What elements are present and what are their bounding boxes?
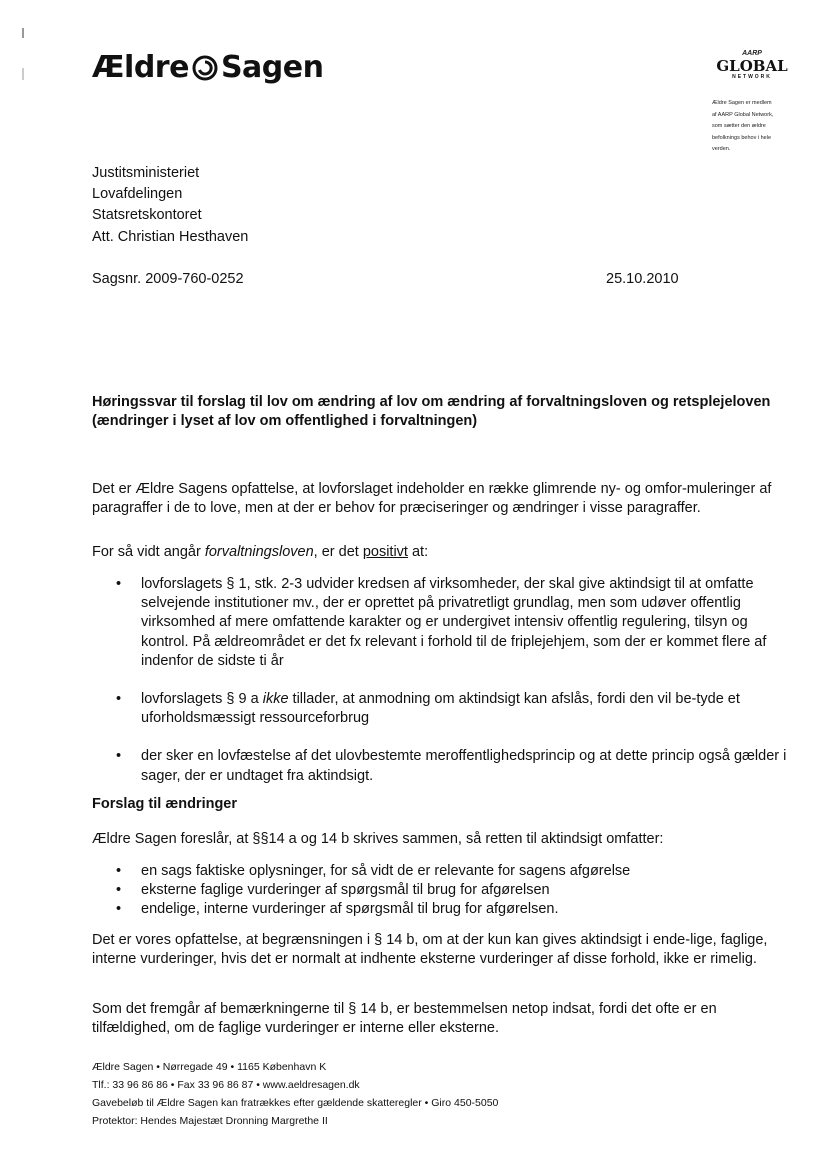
paragraph: Det er vores opfattelse, at begrænsningen i § 14 b, om at der kun kan gives aktindsigt i ende-lige, faglige, interne vurderinger, hvis det er normalt at indhente eksterne vurderinger af disse forhold, ikke er rimelig. xyxy=(92,932,768,968)
recipient-line: Justitsministeriet xyxy=(92,165,200,181)
network-description: Ældre Sagen er medlem af AARP Global Network, som sætter den ældre befolknings behov i hele verden. xyxy=(712,100,774,152)
aarp-label: AARP xyxy=(742,50,762,57)
positive-underlined: positivt xyxy=(362,544,408,560)
list-item: • endelige, interne vurderinger af spørgsmål til brug for afgørelsen. xyxy=(92,900,792,919)
changes-list xyxy=(92,862,792,920)
footer-line: Gavebeløb til Ældre Sagen kan fratrækkes efter gældende skatteregler • Giro 450-5050 xyxy=(92,1097,499,1109)
aarp-global-network-badge xyxy=(712,50,792,80)
paragraph: Som det fremgår af bemærkningerne til § 14 b, er bestemmelsen netop indsat, fordi det ofte er en tilfældighed, om de faglige vurderinger er interne eller eksterne. xyxy=(92,1001,717,1037)
letter-footer xyxy=(92,1058,498,1130)
list-item: • der sker en lovfæstelse af det ulovbestemte meroffentlighedsprincip og at dette princip også gælder i sager, der er undtaget fra aktindsigt. xyxy=(92,747,792,785)
footer-line: Tlf.: 33 96 86 86 • Fax 33 96 86 87 • www.aeldresagen.dk xyxy=(92,1079,360,1091)
positive-list xyxy=(92,575,792,805)
law-name: forvaltningsloven xyxy=(204,544,314,560)
recipient-line: Statsretskontoret xyxy=(92,207,202,224)
logo-swirl-icon xyxy=(192,55,218,81)
list-item: • lovforslagets § 1, stk. 2-3 udvider kredsen af virksomheder, der skal give aktindsigt til at omfatte selvejende institutioner mv., der er oprettet på privatretligt grundlag, men som udøver offentlig virksomhed af mere omfattende karakter og er undergivet intensiv offentlig regulering, tilsyn og kontrol. På ældreområdet er det fx relevant i forhold til de friplejehjem, som der er kommet flere af indenfor de sidste ti år xyxy=(92,575,792,671)
footer-line: Ældre Sagen • Nørregade 49 • 1165 København K xyxy=(92,1061,327,1073)
recipient-line: Lovafdelingen xyxy=(92,186,183,203)
case-number: Sagsnr. 2009-760-0252 xyxy=(92,271,244,287)
document-title: Høringssvar til forslag til lov om ændring af lov om ændring af forvaltningsloven og retsplejeloven (ændringer i lyset af lov om offentlighed i forvaltningen) xyxy=(92,394,771,429)
changes-intro: Ældre Sagen foreslår, at §§14 a og 14 b skrives sammen, så retten til aktindsigt omfatter: xyxy=(92,831,664,847)
recipient-line: Att. Christian Hesthaven xyxy=(92,228,249,245)
positive-intro: For så vidt angår forvaltningsloven, er det positivt at: xyxy=(92,544,429,560)
list-item: • lovforslagets § 9 a ikke tillader, at anmodning om aktindsigt kan afslås, fordi den vil be-tyde et uforholdsmæssigt ressourceforbrug xyxy=(92,690,792,728)
section-heading: Forslag til ændringer xyxy=(92,796,238,812)
logo-text-left: Ældre xyxy=(92,50,189,85)
aeldre-sagen-logo xyxy=(92,50,323,85)
logo-text-right: Sagen xyxy=(220,50,324,85)
recipient-address xyxy=(92,163,248,248)
scan-mark xyxy=(22,68,24,80)
footer-line: Protektor: Hendes Majestæt Dronning Margrethe II xyxy=(92,1115,328,1127)
list-item: • eksterne faglige vurderinger af spørgsmål til brug for afgørelsen xyxy=(92,881,792,900)
list-item: • en sags faktiske oplysninger, for så vidt de er relevante for sagens afgørelse xyxy=(92,862,792,881)
letter-date: 25.10.2010 xyxy=(606,271,679,287)
global-label: GLOBAL xyxy=(716,57,788,75)
network-label: NETWORK xyxy=(732,74,772,80)
intro-paragraph: Det er Ældre Sagens opfattelse, at lovforslaget indeholder en række glimrende ny- og omfor-muleringer af paragraffer i de to love, men at der er behov for præciseringer og ændringer i visse paragraffer. xyxy=(92,481,772,517)
scan-mark xyxy=(22,28,24,38)
